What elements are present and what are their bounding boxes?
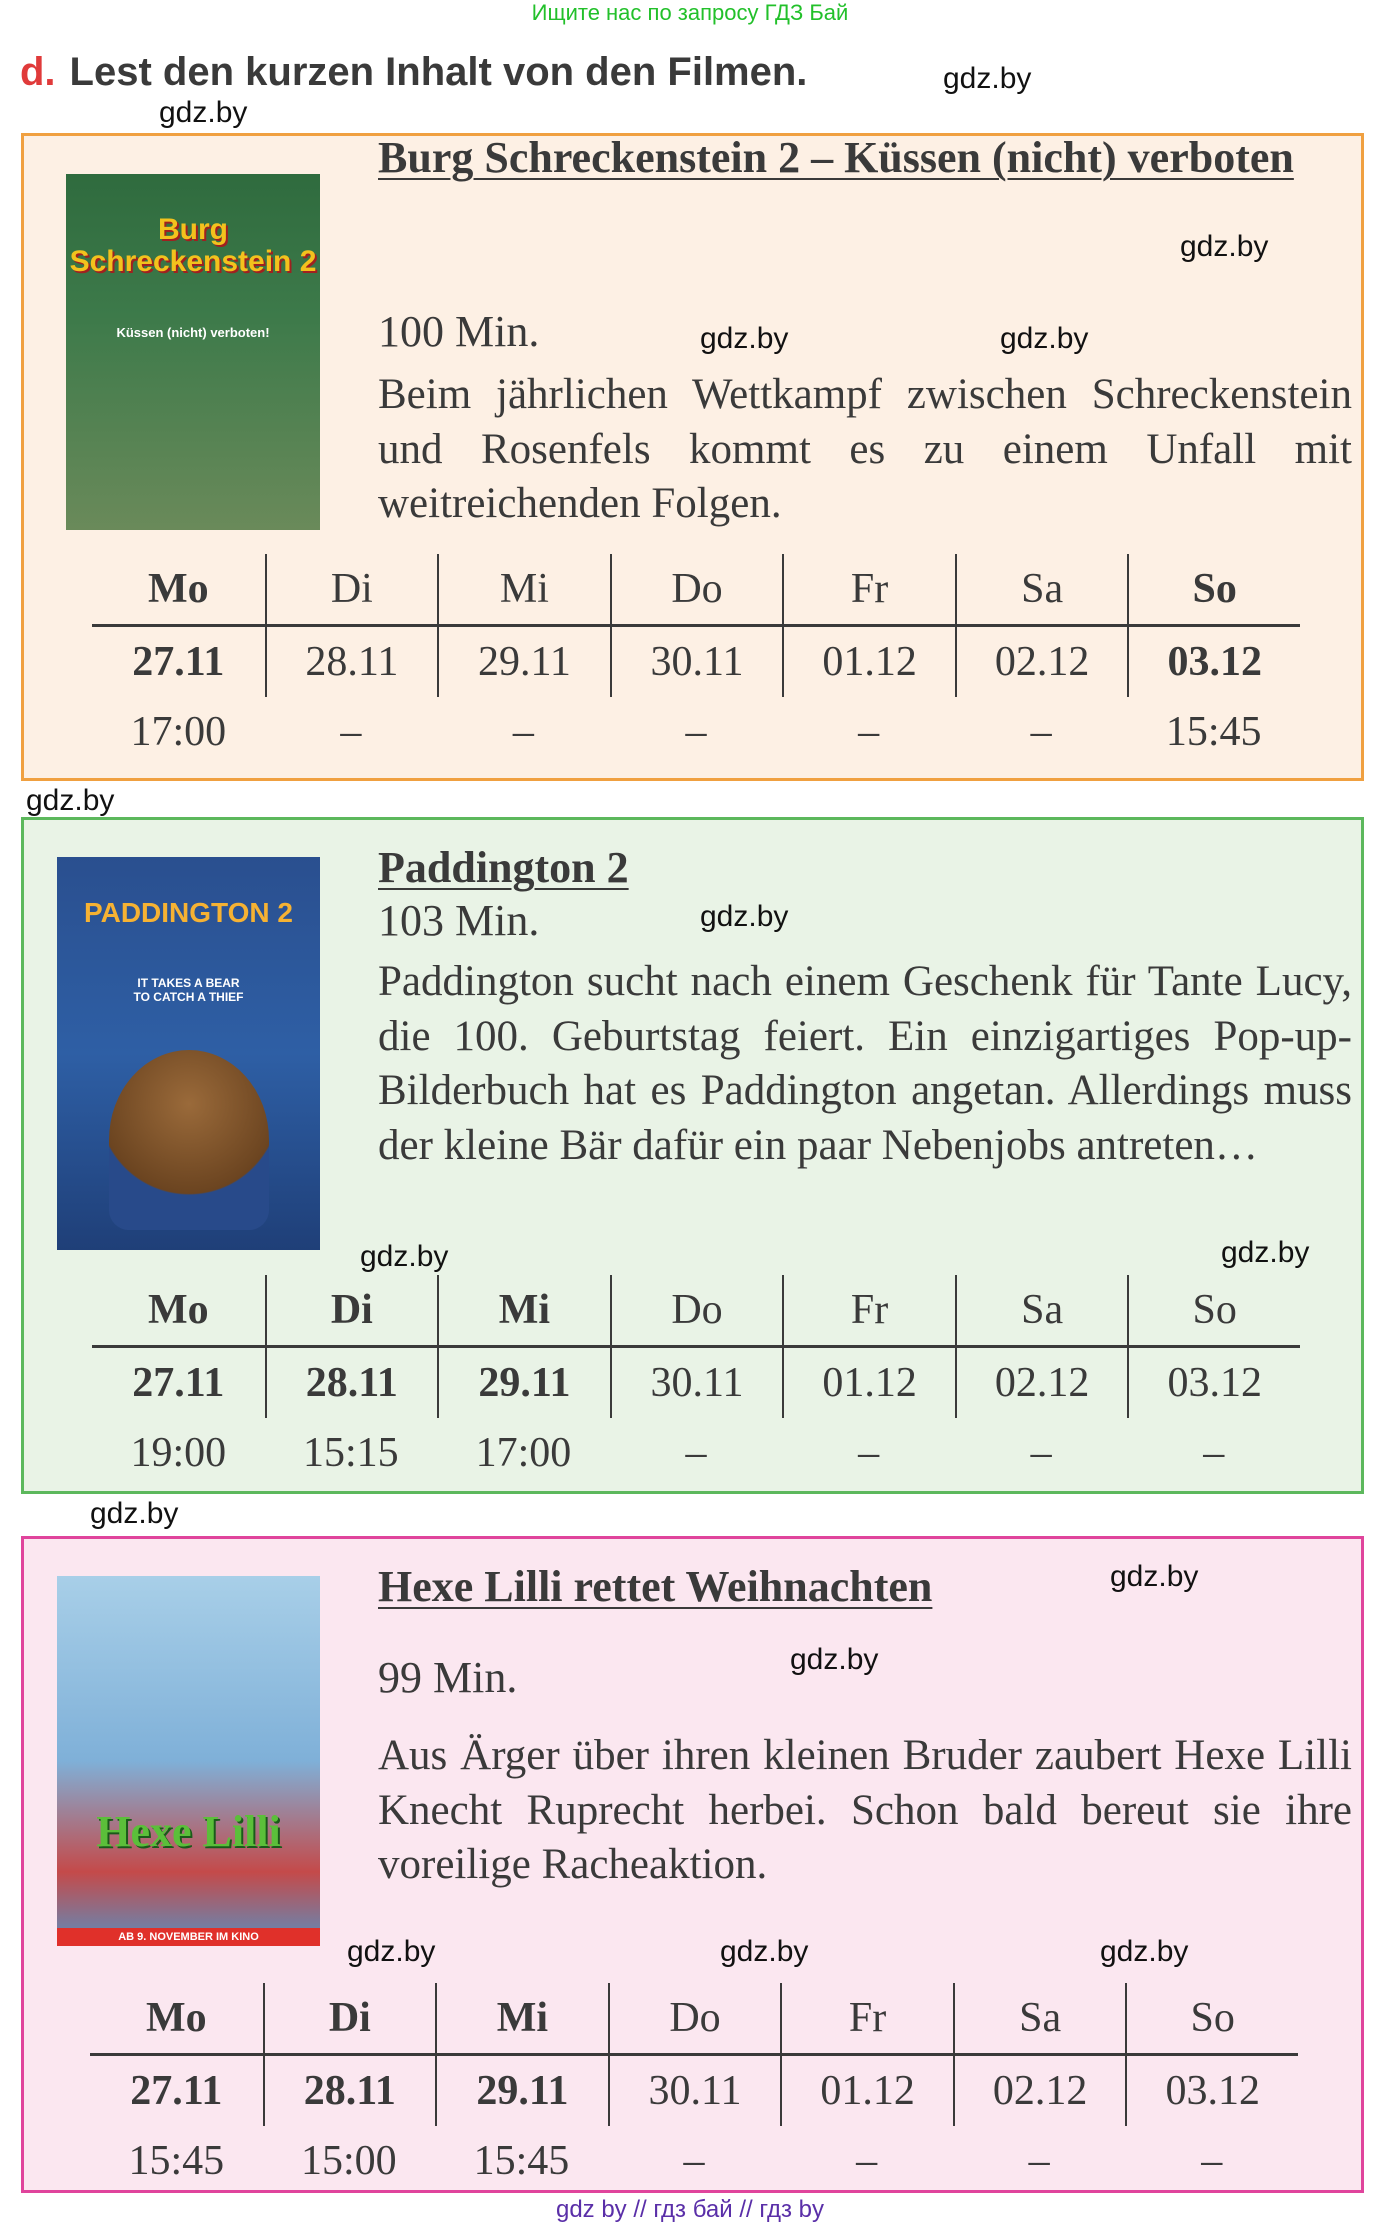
date-cell: 29.11 [437, 1348, 610, 1418]
day-header: Sa [953, 1983, 1126, 2056]
date-cell: 03.12 [1125, 2056, 1298, 2126]
showtime-cell: 15:15 [303, 1430, 399, 1476]
showtime-cell: – [683, 2138, 705, 2184]
poster-subtitle: AB 9. NOVEMBER IM KINO [57, 1928, 320, 1946]
film-description: Beim jährlichen Wettkampf zwischen Schreckenstein und Rosenfels kommt es zu einem Unfall mit weitreichenden Folgen. [378, 371, 1352, 527]
date-cell: 02.12 [953, 2056, 1126, 2126]
footer-note: gdz by // гдз бай // гдз by [555, 2196, 825, 2223]
watermark: gdz.by [720, 1935, 809, 1968]
film-description: Aus Ärger über ihren kleinen Bruder zaubert Hexe Lilli Knecht Ruprecht herbei. Schon bald bereut sie ihre voreilige Racheaktion. [378, 1732, 1352, 1888]
movie-poster [57, 857, 320, 1250]
film-description: Paddington sucht nach einem Geschenk für Tante Lucy, die 100. Geburtstag feiert. Ein einzigartiges Pop-up-Bilderbuch hat es Paddington angetan. Allerdings muss der kleine Bär dafür ein paar Nebenjobs antreten… [378, 958, 1352, 1169]
day-header: Mi [437, 1275, 610, 1348]
day-header: Mo [92, 554, 265, 627]
day-header: Do [610, 1275, 783, 1348]
day-header: Do [610, 554, 783, 627]
day-header: Fr [782, 1275, 955, 1348]
movie-poster [66, 174, 320, 530]
day-header: Di [265, 554, 438, 627]
showtime-cell: 15:45 [473, 2138, 570, 2184]
showtime-cell: – [1030, 1430, 1052, 1476]
showtime-cell: – [1028, 2138, 1050, 2184]
film-title: Burg Schreckenstein 2 – Küssen (nicht) verboten [378, 133, 1294, 182]
day-header: So [1127, 1275, 1300, 1348]
date-cell: 27.11 [132, 1360, 225, 1406]
day-header: Mi [437, 554, 610, 627]
date-cell: 29.11 [437, 627, 610, 697]
date-cell: 01.12 [780, 2056, 953, 2126]
date-cell: 02.12 [955, 1348, 1128, 1418]
day-header: Mi [435, 1983, 608, 2056]
poster-subtitle: Küssen (nicht) verboten! [116, 325, 270, 340]
movie-poster [57, 1576, 320, 1946]
day-header: Sa [955, 1275, 1128, 1348]
watermark: gdz.by [943, 62, 1032, 95]
showtime-cell: 19:00 [130, 1430, 227, 1476]
watermark: gdz.by [1221, 1236, 1310, 1269]
day-header: Fr [780, 1983, 953, 2056]
watermark: gdz.by [790, 1643, 879, 1676]
date-cell: 01.12 [782, 627, 955, 697]
exercise-heading [20, 50, 807, 95]
date-cell: 30.11 [610, 1348, 783, 1418]
showtime-cell: – [685, 1430, 707, 1476]
date-cell: 27.11 [130, 2068, 223, 2114]
watermark: gdz.by [347, 1935, 436, 1968]
film-card-burg-schreckenstein [21, 133, 1364, 781]
date-cell: 28.11 [265, 627, 438, 697]
watermark: gdz.by [700, 900, 789, 933]
film-card-hexe-lilli [21, 1536, 1364, 2193]
film-duration: 103 Min. [378, 896, 540, 945]
bear-illustration [109, 1050, 269, 1230]
exercise-instruction: Lest den kurzen Inhalt von den Filmen. [69, 50, 808, 94]
watermark: gdz.by [1180, 230, 1269, 263]
date-cell: 30.11 [610, 627, 783, 697]
poster-title: Hexe Lilli [96, 1807, 281, 1856]
showtime-cell: 17:00 [130, 709, 227, 755]
date-cell: 02.12 [955, 627, 1128, 697]
watermark: gdz.by [90, 1497, 179, 1530]
date-cell: 03.12 [1127, 627, 1300, 697]
film-title: Hexe Lilli rettet Weihnachten [378, 1562, 933, 1611]
day-header: Fr [782, 554, 955, 627]
watermark: gdz.by [159, 96, 248, 129]
film-duration: 99 Min. [378, 1653, 518, 1702]
date-cell: 03.12 [1127, 1348, 1300, 1418]
day-header: So [1127, 554, 1300, 627]
watermark: gdz.by [700, 322, 789, 355]
date-cell: 28.11 [265, 1348, 438, 1418]
showtime-cell: – [685, 709, 707, 755]
watermark: gdz.by [26, 784, 115, 817]
exercise-letter: d. [20, 50, 56, 94]
day-header: Sa [955, 554, 1128, 627]
watermark: gdz.by [360, 1240, 449, 1273]
showtime-cell: – [340, 709, 362, 755]
film-title: Paddington 2 [378, 843, 629, 892]
watermark: gdz.by [1100, 1935, 1189, 1968]
schedule-table [92, 554, 1300, 767]
poster-subtitle: IT TAKES A BEAR TO CATCH A THIEF [133, 975, 244, 1004]
showtime-cell: 15:45 [128, 2138, 225, 2184]
day-header: Mo [90, 1983, 263, 2056]
top-note: Ищите нас по запросу ГДЗ Бай [531, 0, 849, 25]
showtime-cell: – [1201, 2138, 1223, 2184]
showtime-cell: – [858, 1430, 880, 1476]
day-header: So [1125, 1983, 1298, 2056]
showtime-cell: 15:00 [301, 2138, 397, 2184]
watermark: gdz.by [1000, 322, 1089, 355]
showtime-cell: – [856, 2138, 878, 2184]
date-cell: 28.11 [263, 2056, 436, 2126]
date-cell: 01.12 [782, 1348, 955, 1418]
poster-title: PADDINGTON 2 [84, 897, 293, 928]
showtime-cell: – [1030, 709, 1052, 755]
showtime-cell: 15:45 [1165, 709, 1262, 755]
date-cell: 29.11 [435, 2056, 608, 2126]
date-cell: 30.11 [608, 2056, 781, 2126]
showtime-cell: – [512, 709, 534, 755]
film-duration: 100 Min. [378, 307, 540, 356]
watermark: gdz.by [1110, 1560, 1199, 1593]
day-header: Do [608, 1983, 781, 2056]
date-cell: 27.11 [132, 639, 225, 685]
schedule-table [90, 1983, 1298, 2196]
poster-title: Burg Schreckenstein 2 [69, 213, 317, 278]
showtime-cell: – [858, 709, 880, 755]
showtime-cell: 17:00 [475, 1430, 572, 1476]
schedule-table [92, 1275, 1300, 1488]
day-header: Mo [92, 1275, 265, 1348]
day-header: Di [263, 1983, 436, 2056]
day-header: Di [265, 1275, 438, 1348]
showtime-cell: – [1203, 1430, 1225, 1476]
film-card-paddington-2 [21, 817, 1364, 1494]
